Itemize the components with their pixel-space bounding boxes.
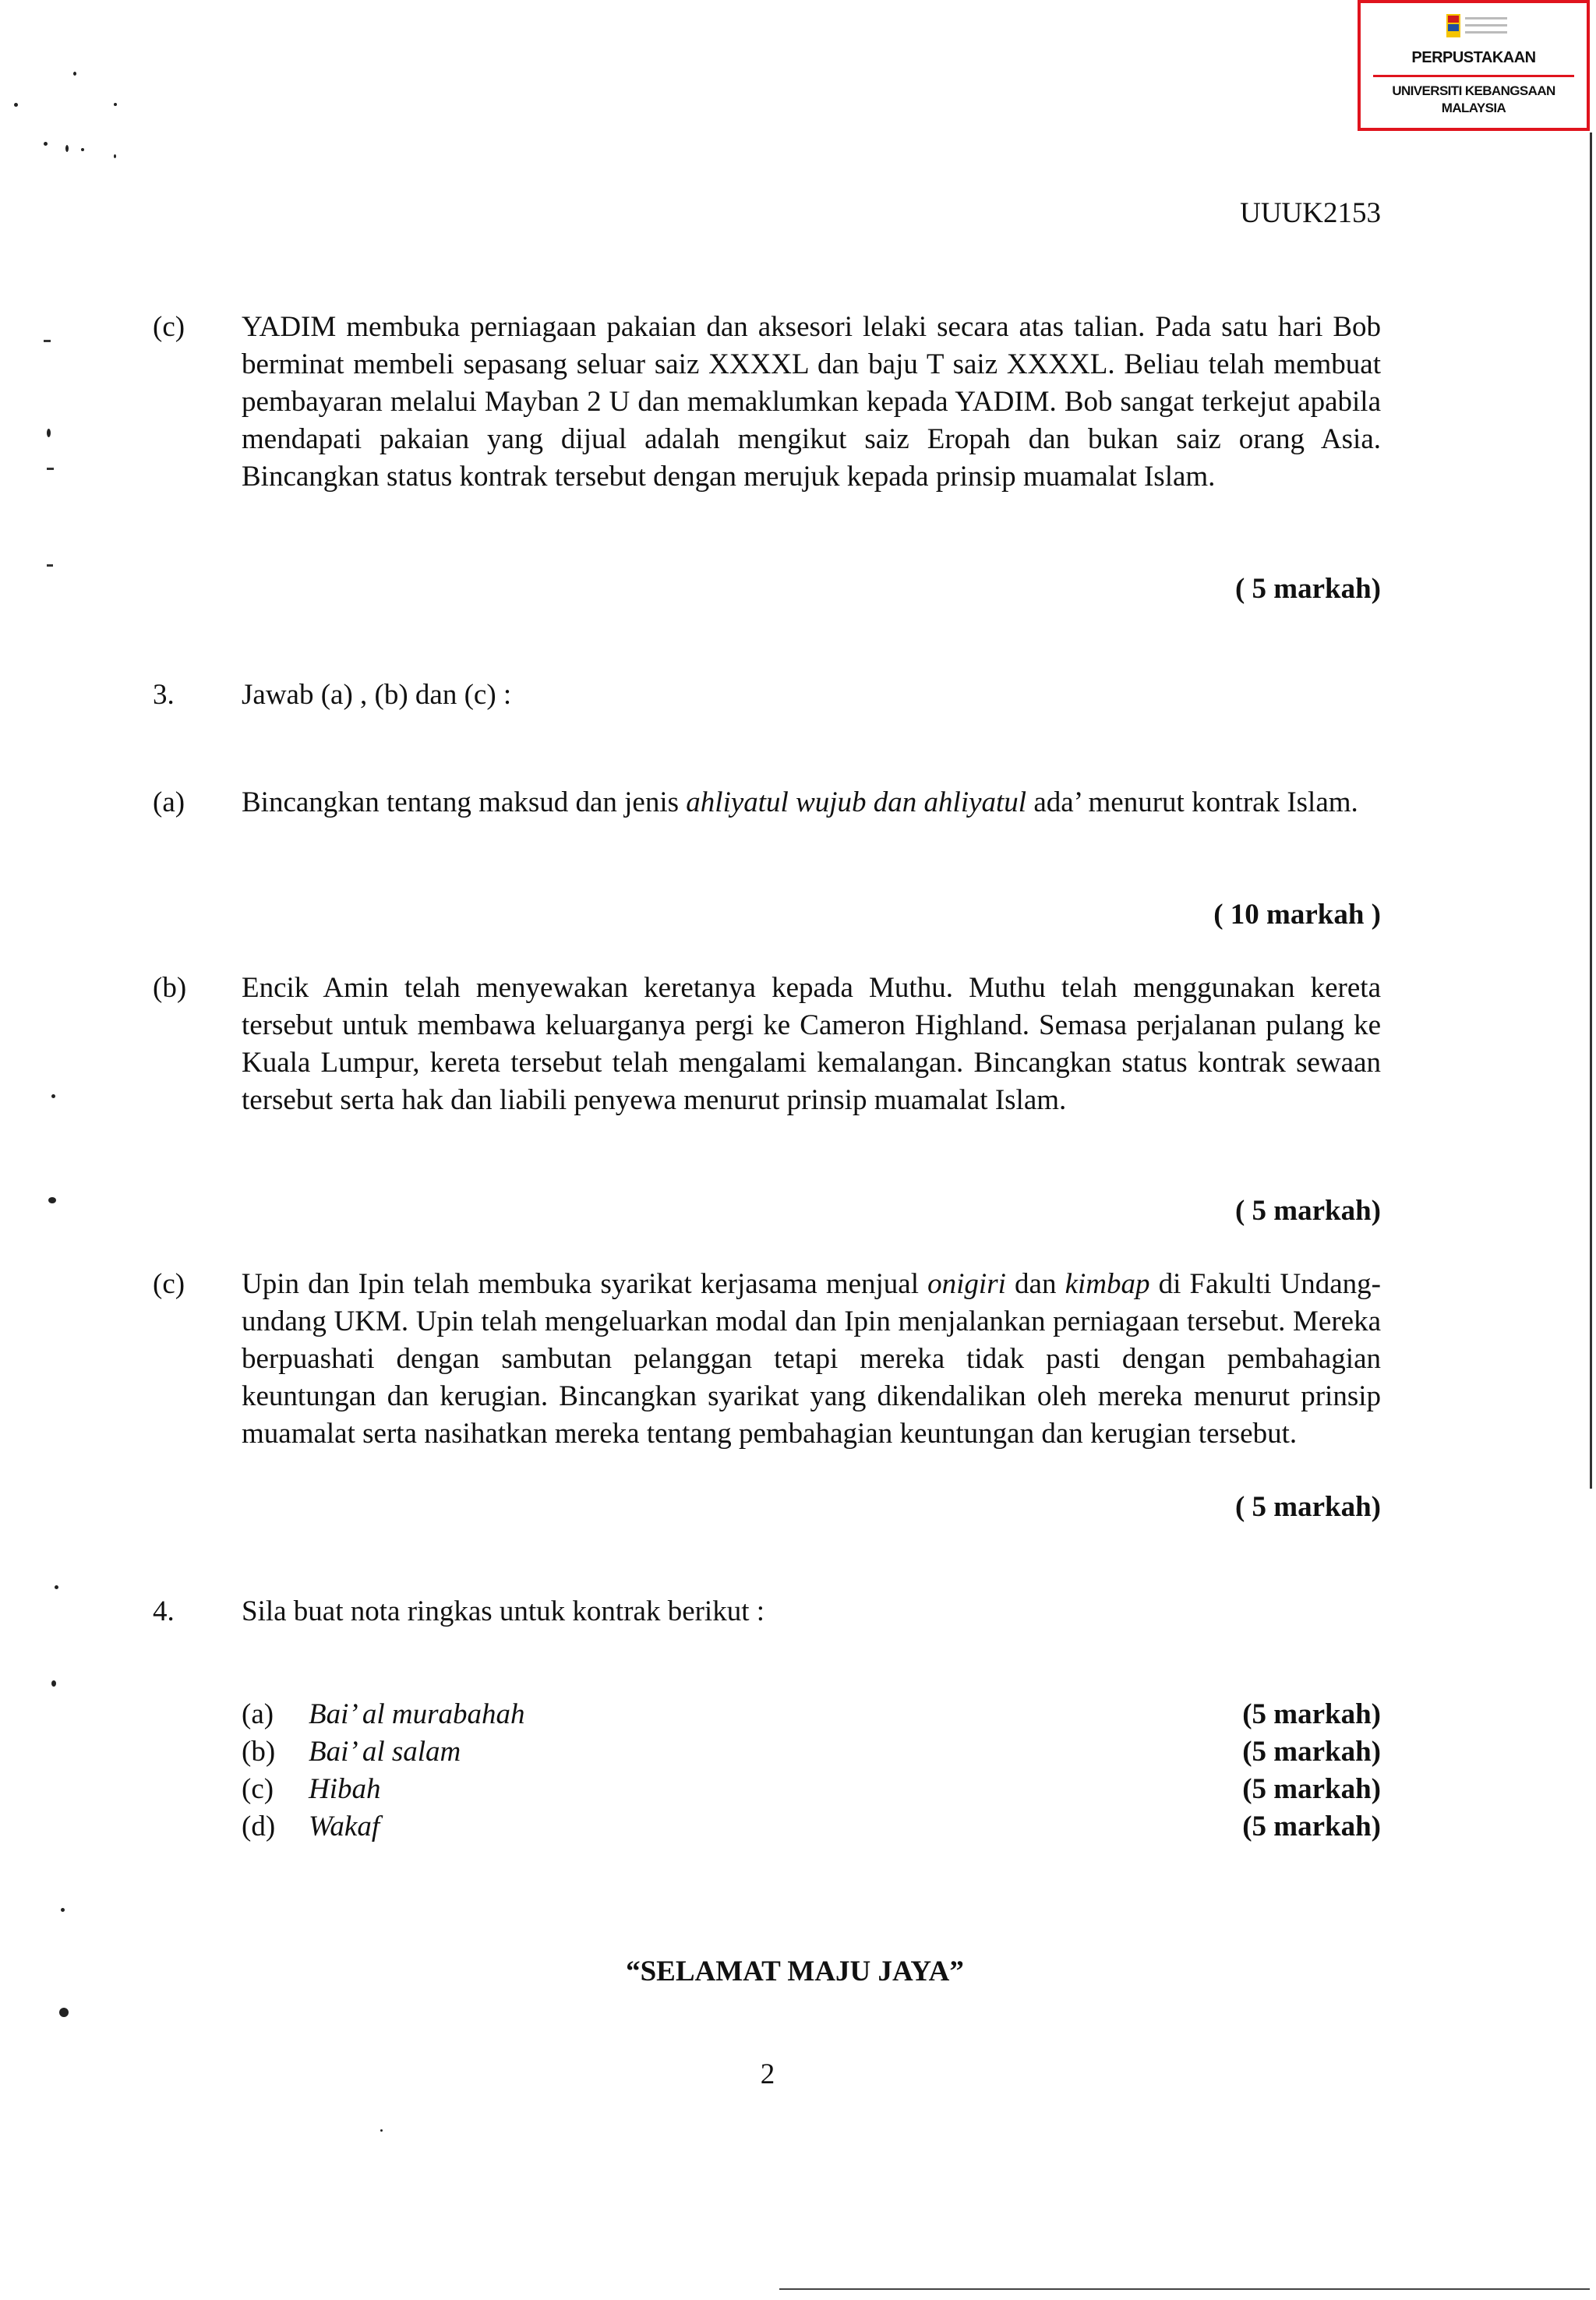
q3a-italic-terms: ahliyatul wujub dan ahliyatul [686,786,1027,818]
q4-instruction: Sila buat nota ringkas untuk kontrak berikut : [242,1595,765,1627]
q3b-label: (b) [153,972,187,1004]
q3b-text: Encik Amin telah menyewakan keretanya kepada Muthu. Muthu telah menggunakan kereta tersebut untuk membawa keluarganya pergi ke Cameron Highland. Semasa perjalanan pulang ke Kuala Lumpur, kereta tersebut telah mengalami kemalangan. Bincangkan status kontrak sewaan tersebut serta hak dan liabili penyewa menurut prinsip muamalat Islam. [242,972,1381,1116]
scan-speck [51,1680,56,1687]
q3c-marks: ( 5 markah) [1234,1491,1381,1523]
q3c-italic-kimbap: kimbap [1065,1268,1150,1300]
scan-speck [55,1585,58,1589]
q3b-marks: ( 5 markah) [1234,1195,1381,1227]
stamp-divider [1373,75,1574,77]
q3c-text: Upin dan Ipin telah membuka syarikat kerjasama menjual onigiri dan kimbap di Fakulti Undang-undang UKM. Upin telah mengeluarkan modal dan Ipin menjalankan perniagaan tersebut. Mereka berpuashati dengan sambutan pelanggan tetapi mereka tidak pasti dengan pembahagian keuntungan dan kerugian. Bincangkan syarikat yang dikendalikan oleh mereka menurut prinsip muamalat serta nasihatkan mereka tentang pembahagian keuntungan dan kerugian tersebut. [242,1268,1381,1450]
q3-instruction: Jawab (a) , (b) dan (c) : [242,679,512,711]
closing-text: “SELAMAT MAJU JAYA” [626,1956,964,1987]
q2c-label: (c) [153,311,185,343]
scan-edge-line [1590,132,1592,1489]
q4-item-label: (a) [242,1698,274,1730]
q4-item-marks: (5 markah) [1242,1773,1381,1805]
scan-speck [81,148,84,151]
q4-item-label: (d) [242,1811,276,1842]
q4-item-name: Hibah [309,1773,381,1805]
scan-speck [65,145,69,152]
q4-item-marks: (5 markah) [1242,1811,1381,1842]
stamp-title: PERPUSTAKAAN [1411,49,1536,66]
list-item [242,1696,1381,1733]
scan-speck [44,142,48,146]
q4-item-name: Bai’ al murabahah [309,1698,525,1730]
q3c-italic-onigiri: onigiri [927,1268,1006,1300]
scan-speck [59,2008,69,2017]
q2c-marks: ( 5 markah) [1234,573,1381,605]
scan-speck [380,2129,383,2132]
q4-item-marks: (5 markah) [1242,1736,1381,1768]
q3-number: 3. [153,679,175,711]
scan-bottom-line [779,2288,1590,2290]
stamp-subtitle: UNIVERSITI KEBANGSAAN MALAYSIA [1392,83,1555,115]
scan-speck [114,154,116,158]
library-stamp [1358,0,1590,131]
list-item [242,1733,1381,1771]
q4-item-name: Bai’ al salam [309,1736,461,1768]
scan-speck [47,429,51,437]
scan-speck [73,72,76,76]
scan-mark [47,564,53,567]
scan-mark [44,340,51,342]
q3a-text: Bincangkan tentang maksud dan jenis ahliyatul wujub dan ahliyatul ada’ menurut kontrak Islam. [242,786,1358,818]
q3a-label: (a) [153,786,185,818]
list-item [242,1808,1381,1846]
course-code: UUUK2153 [1240,197,1381,229]
scan-mark [47,468,54,470]
list-item [242,1771,1381,1808]
q2c-text: YADIM membuka perniagaan pakaian dan aksesori lelaki secara atas talian. Pada satu hari Bob berminat membeli sepasang seluar saiz XXXXL dan baju T saiz XXXXL. Beliau telah membuat pembayaran melalui Mayban 2 U dan memaklumkan kepada YADIM. Bob sangat terkejut apabila mendapati pakaian yang dijual adalah mengikut saiz Eropah dan bukan saiz orang Asia. Bincangkan status kontrak tersebut dengan merujuk kepada prinsip muamalat Islam. [242,311,1381,493]
page-number: 2 [760,2058,775,2090]
q4-item-label: (c) [242,1773,274,1805]
scan-speck [61,1908,65,1912]
scan-speck [48,1197,56,1203]
q4-list [242,1696,1381,1846]
scan-speck [114,103,117,106]
scan-speck [51,1094,55,1098]
q3c-label: (c) [153,1268,185,1300]
q4-item-label: (b) [242,1736,276,1768]
ukm-logo-icon [1445,11,1510,42]
scan-speck [14,103,18,107]
q4-number: 4. [153,1595,175,1627]
q4-item-name: Wakaf [309,1811,380,1842]
q4-item-marks: (5 markah) [1242,1698,1381,1730]
q3a-marks: ( 10 markah ) [1213,899,1381,931]
